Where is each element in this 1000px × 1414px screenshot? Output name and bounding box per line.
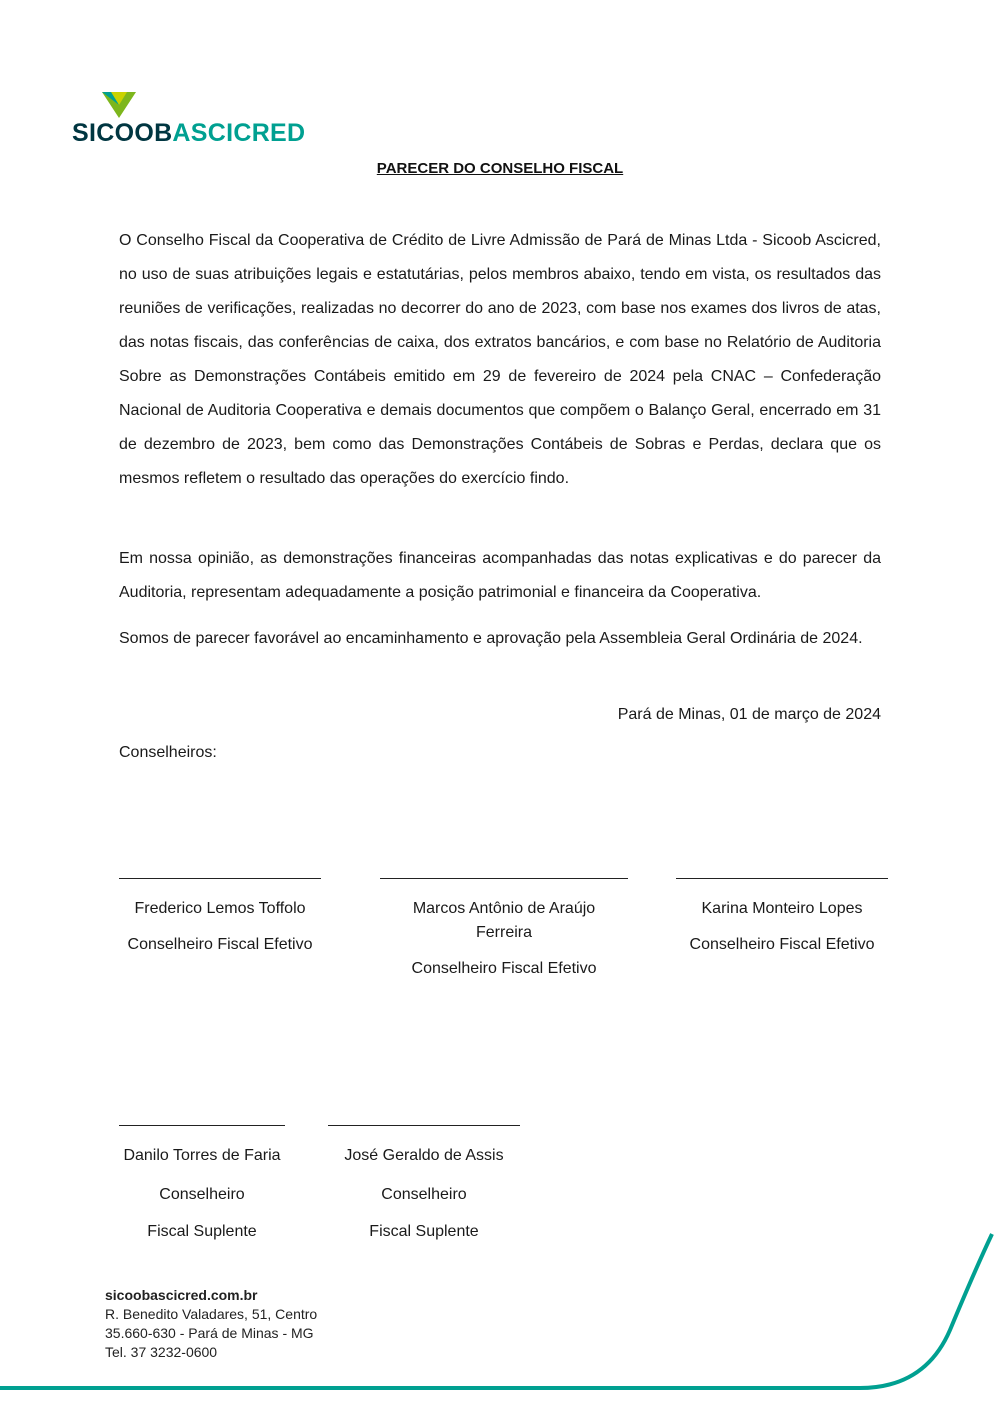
signer-role: Conselheiro Fiscal Suplente [147,1186,257,1240]
footer-city: 35.660-630 - Pará de Minas - MG [105,1325,314,1341]
signer-role: Conselheiro Fiscal Efetivo [689,936,875,953]
signer-role: Conselheiro Fiscal Efetivo [127,936,313,953]
signer-name: Marcos Antônio de Araújo Ferreira [412,900,596,941]
signer-role: Conselheiro Fiscal Suplente [369,1186,479,1240]
signer-role: Conselheiro Fiscal Efetivo [411,960,597,977]
footer-phone: Tel. 37 3232-0600 [105,1344,218,1360]
document-title: PARECER DO CONSELHO FISCAL [376,160,624,177]
footer-website: sicoobascicred.com.br [105,1287,258,1303]
logo-text-sicoob: SICOOB [72,119,173,147]
footer-address: R. Benedito Valadares, 51, Centro [105,1306,318,1322]
signer-name: Danilo Torres de Faria [123,1147,281,1164]
signer-name: Karina Monteiro Lopes [701,900,863,917]
paragraph-3: Somos de parecer favorável ao encaminhamento e aprovação pela Assembleia Geral Ordinária de 2024. [119,630,863,647]
signers-label: Conselheiros: [119,744,217,761]
logo-text-ascicred: ASCICRED [172,119,306,147]
place-date: Pará de Minas, 01 de março de 2024 [617,706,881,723]
signer-name: Frederico Lemos Toffolo [134,900,306,917]
paragraph-2: Em nossa opinião, as demonstrações financeiras acompanhadas das notas explicativas e do parecer da Auditoria, representam adequadamente a posição patrimonial e financeira da Cooperativa. [119,550,881,601]
paragraph-1: O Conselho Fiscal da Cooperativa de Crédito de Livre Admissão de Pará de Minas Ltda - Sicoob Ascicred, no uso de suas atribuições legais e estatutárias, pelos membros abaixo, tendo em vista, os resultados das reuniões de verificações, realizadas no decorrer do ano de 2023, com base nos exames dos livros de atas, das notas fiscais, das conferências de caixa, dos extratos bancários, e com base no Relatório de Auditoria Sobre as Demonstrações Contábeis emitido em 29 de fevereiro de 2024 pela CNAC – Confederação Nacional de Auditoria Cooperativa e demais documentos que compõem o Balanço Geral, encerrado em 31 de dezembro de 2023, bem como das Demonstrações Contábeis de Sobras e Perdas, declara que os mesmos refletem o resultado das operações do exercício findo. [119,232,881,487]
signer-name: José Geraldo de Assis [344,1147,504,1164]
